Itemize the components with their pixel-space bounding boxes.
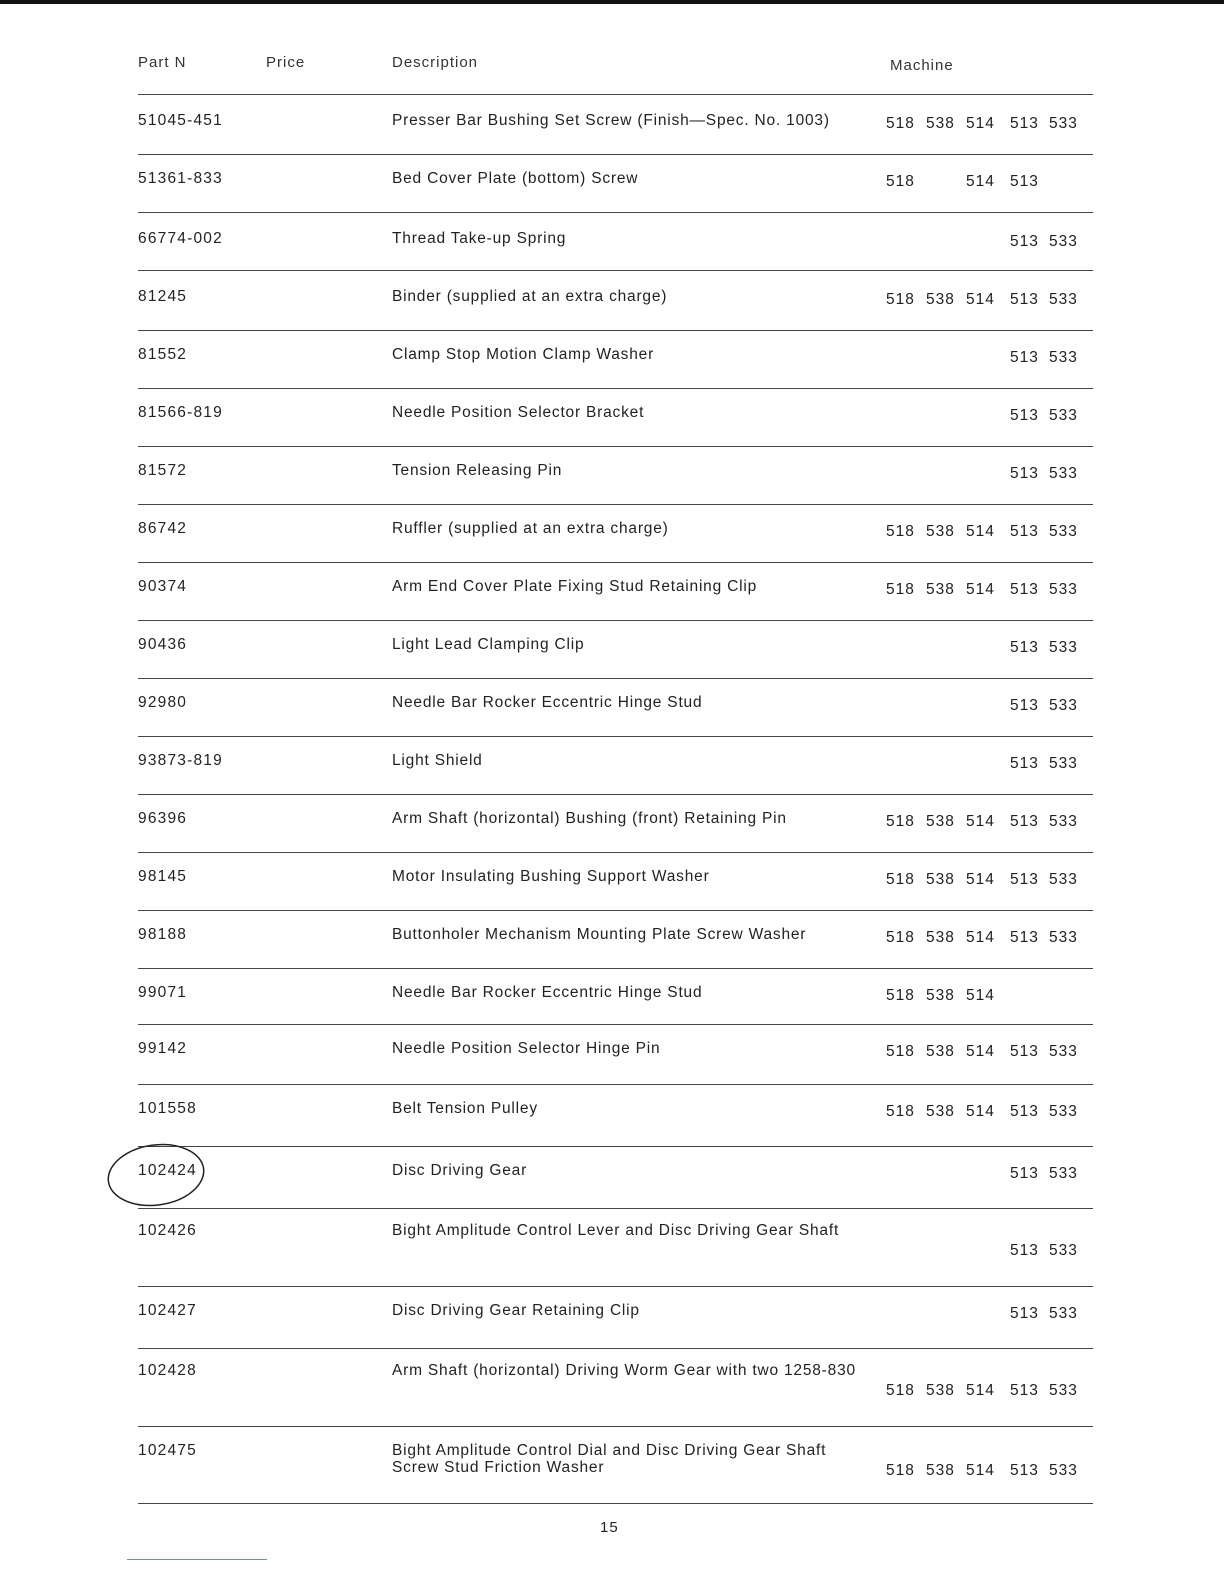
machine-513: 513 <box>1010 929 1039 946</box>
machine-list <box>886 929 1094 949</box>
part-description: Light Lead Clamping Clip <box>392 636 585 653</box>
machine-514: 514 <box>966 987 995 1004</box>
machine-513: 513 <box>1010 407 1039 424</box>
machine-518: 518 <box>886 1382 915 1399</box>
part-number: 96396 <box>138 810 188 827</box>
part-description: Arm Shaft (horizontal) Bushing (front) Retaining Pin <box>392 810 787 827</box>
part-description: Ruffler (supplied at an extra charge) <box>392 520 669 537</box>
row-divider <box>138 794 1093 795</box>
machine-518: 518 <box>886 523 915 540</box>
row-divider <box>138 1426 1093 1427</box>
machine-514: 514 <box>966 291 995 308</box>
row-divider <box>138 330 1093 331</box>
row-divider <box>138 1503 1093 1504</box>
row-divider <box>138 736 1093 737</box>
machine-513: 513 <box>1010 1382 1039 1399</box>
machine-533: 533 <box>1049 1103 1078 1120</box>
machine-513: 513 <box>1010 1103 1039 1120</box>
machine-533: 533 <box>1049 1305 1078 1322</box>
machine-list <box>886 639 1094 659</box>
part-description: Binder (supplied at an extra charge) <box>392 288 668 305</box>
machine-514: 514 <box>966 871 995 888</box>
part-number: 81572 <box>138 462 188 479</box>
row-divider <box>138 504 1093 505</box>
machine-list <box>886 581 1094 601</box>
machine-538: 538 <box>926 929 955 946</box>
machine-533: 533 <box>1049 1242 1078 1259</box>
row-divider <box>138 154 1093 155</box>
machine-514: 514 <box>966 115 995 132</box>
part-number: 102427 <box>138 1302 197 1319</box>
part-description: Needle Bar Rocker Eccentric Hinge Stud <box>392 984 703 1001</box>
machine-538: 538 <box>926 1043 955 1060</box>
bottom-rule <box>127 1559 267 1560</box>
machine-533: 533 <box>1049 1462 1078 1479</box>
part-description: Tension Releasing Pin <box>392 462 563 479</box>
row-divider <box>138 678 1093 679</box>
row-divider <box>138 620 1093 621</box>
machine-513: 513 <box>1010 1305 1039 1322</box>
row-divider <box>138 1208 1093 1209</box>
machine-533: 533 <box>1049 755 1078 772</box>
part-number: 102428 <box>138 1362 197 1379</box>
part-description: Needle Position Selector Hinge Pin <box>392 1040 661 1057</box>
part-description: Arm Shaft (horizontal) Driving Worm Gear with two 1258-830 <box>392 1362 856 1379</box>
part-description: Arm End Cover Plate Fixing Stud Retaining Clip <box>392 578 758 595</box>
machine-513: 513 <box>1010 349 1039 366</box>
machine-list <box>886 523 1094 543</box>
machine-list <box>886 1242 1094 1262</box>
part-number: 102424 <box>138 1162 197 1179</box>
machine-list <box>886 871 1094 891</box>
machine-list <box>886 115 1094 135</box>
part-description: Buttonholer Mechanism Mounting Plate Screw Washer <box>392 926 807 943</box>
machine-513: 513 <box>1010 1462 1039 1479</box>
machine-514: 514 <box>966 581 995 598</box>
machine-513: 513 <box>1010 465 1039 482</box>
part-number: 81552 <box>138 346 188 363</box>
part-number: 90374 <box>138 578 188 595</box>
machine-518: 518 <box>886 987 915 1004</box>
part-description: Presser Bar Bushing Set Screw (Finish—Spec. No. 1003) <box>392 112 830 129</box>
machine-514: 514 <box>966 929 995 946</box>
header-machine: Machine <box>890 57 954 74</box>
machine-538: 538 <box>926 581 955 598</box>
machine-514: 514 <box>966 813 995 830</box>
machine-514: 514 <box>966 1462 995 1479</box>
machine-514: 514 <box>966 523 995 540</box>
machine-514: 514 <box>966 1103 995 1120</box>
machine-list <box>886 1165 1094 1185</box>
machine-list <box>886 755 1094 775</box>
machine-518: 518 <box>886 929 915 946</box>
part-description: Bight Amplitude Control Dial and Disc Driving Gear Shaft Screw Stud Friction Washer <box>392 1442 827 1476</box>
row-divider <box>138 212 1093 213</box>
machine-533: 533 <box>1049 1043 1078 1060</box>
machine-513: 513 <box>1010 813 1039 830</box>
row-divider <box>138 1084 1093 1085</box>
machine-list <box>886 233 1094 253</box>
machine-list <box>886 465 1094 485</box>
row-divider <box>138 1348 1093 1349</box>
machine-518: 518 <box>886 581 915 598</box>
machine-list <box>886 1103 1094 1123</box>
machine-533: 533 <box>1049 523 1078 540</box>
machine-533: 533 <box>1049 465 1078 482</box>
part-number: 86742 <box>138 520 188 537</box>
row-divider <box>138 388 1093 389</box>
part-description: Needle Position Selector Bracket <box>392 404 645 421</box>
machine-513: 513 <box>1010 639 1039 656</box>
machine-518: 518 <box>886 1043 915 1060</box>
row-divider <box>138 968 1093 969</box>
machine-list <box>886 1043 1094 1063</box>
row-divider <box>138 910 1093 911</box>
machine-533: 533 <box>1049 929 1078 946</box>
page-number: 15 <box>600 1519 619 1536</box>
part-number: 99142 <box>138 1040 188 1057</box>
machine-538: 538 <box>926 813 955 830</box>
machine-513: 513 <box>1010 755 1039 772</box>
machine-518: 518 <box>886 291 915 308</box>
row-divider <box>138 852 1093 853</box>
machine-518: 518 <box>886 115 915 132</box>
header-part-no: Part N <box>138 54 187 71</box>
machine-513: 513 <box>1010 581 1039 598</box>
machine-list <box>886 1382 1094 1402</box>
machine-list <box>886 349 1094 369</box>
machine-513: 513 <box>1010 291 1039 308</box>
part-number: 101558 <box>138 1100 197 1117</box>
machine-533: 533 <box>1049 407 1078 424</box>
header-description: Description <box>392 54 479 71</box>
machine-513: 513 <box>1010 1165 1039 1182</box>
machine-518: 518 <box>886 813 915 830</box>
machine-513: 513 <box>1010 1043 1039 1060</box>
machine-list <box>886 1462 1094 1482</box>
part-number: 81245 <box>138 288 188 305</box>
machine-513: 513 <box>1010 115 1039 132</box>
machine-518: 518 <box>886 1103 915 1120</box>
row-divider <box>138 1024 1093 1025</box>
header-price: Price <box>266 54 306 71</box>
machine-513: 513 <box>1010 871 1039 888</box>
machine-533: 533 <box>1049 639 1078 656</box>
machine-533: 533 <box>1049 115 1078 132</box>
part-description: Thread Take-up Spring <box>392 230 567 247</box>
machine-518: 518 <box>886 871 915 888</box>
part-number: 99071 <box>138 984 188 1001</box>
part-number: 81566-819 <box>138 404 223 421</box>
part-description: Disc Driving Gear <box>392 1162 528 1179</box>
machine-514: 514 <box>966 1382 995 1399</box>
machine-533: 533 <box>1049 871 1078 888</box>
machine-533: 533 <box>1049 813 1078 830</box>
machine-list <box>886 697 1094 717</box>
part-number: 93873-819 <box>138 752 223 769</box>
machine-538: 538 <box>926 291 955 308</box>
part-number: 51361-833 <box>138 170 223 187</box>
top-border <box>0 0 1224 4</box>
machine-513: 513 <box>1010 233 1039 250</box>
machine-538: 538 <box>926 1382 955 1399</box>
part-description: Light Shield <box>392 752 483 769</box>
machine-list <box>886 407 1094 427</box>
machine-538: 538 <box>926 1103 955 1120</box>
machine-518: 518 <box>886 173 915 190</box>
machine-list <box>886 813 1094 833</box>
part-description: Needle Bar Rocker Eccentric Hinge Stud <box>392 694 703 711</box>
part-description: Belt Tension Pulley <box>392 1100 538 1117</box>
part-description: Clamp Stop Motion Clamp Washer <box>392 346 655 363</box>
machine-533: 533 <box>1049 233 1078 250</box>
machine-533: 533 <box>1049 1382 1078 1399</box>
machine-518: 518 <box>886 1462 915 1479</box>
part-number: 98145 <box>138 868 188 885</box>
machine-533: 533 <box>1049 291 1078 308</box>
machine-533: 533 <box>1049 349 1078 366</box>
machine-538: 538 <box>926 987 955 1004</box>
part-number: 66774-002 <box>138 230 223 247</box>
row-divider <box>138 270 1093 271</box>
machine-list <box>886 1305 1094 1325</box>
part-description: Bight Amplitude Control Lever and Disc Driving Gear Shaft <box>392 1222 840 1239</box>
machine-513: 513 <box>1010 1242 1039 1259</box>
machine-538: 538 <box>926 523 955 540</box>
row-divider <box>138 1286 1093 1287</box>
machine-513: 513 <box>1010 697 1039 714</box>
part-description: Bed Cover Plate (bottom) Screw <box>392 170 639 187</box>
row-divider <box>138 562 1093 563</box>
machine-list <box>886 173 1094 193</box>
machine-514: 514 <box>966 173 995 190</box>
machine-538: 538 <box>926 115 955 132</box>
machine-538: 538 <box>926 871 955 888</box>
row-divider <box>138 446 1093 447</box>
part-number: 98188 <box>138 926 188 943</box>
part-number: 51045-451 <box>138 112 223 129</box>
machine-513: 513 <box>1010 173 1039 190</box>
part-number: 102426 <box>138 1222 197 1239</box>
part-number: 90436 <box>138 636 188 653</box>
part-number: 102475 <box>138 1442 197 1459</box>
part-description: Motor Insulating Bushing Support Washer <box>392 868 710 885</box>
machine-538: 538 <box>926 1462 955 1479</box>
machine-514: 514 <box>966 1043 995 1060</box>
machine-513: 513 <box>1010 523 1039 540</box>
row-divider <box>138 94 1093 95</box>
part-number: 92980 <box>138 694 188 711</box>
machine-list <box>886 987 1094 1007</box>
machine-533: 533 <box>1049 697 1078 714</box>
machine-list <box>886 291 1094 311</box>
machine-533: 533 <box>1049 1165 1078 1182</box>
row-divider <box>138 1146 1093 1147</box>
part-description: Disc Driving Gear Retaining Clip <box>392 1302 640 1319</box>
hand-drawn-circle-mark <box>104 1137 214 1217</box>
machine-533: 533 <box>1049 581 1078 598</box>
